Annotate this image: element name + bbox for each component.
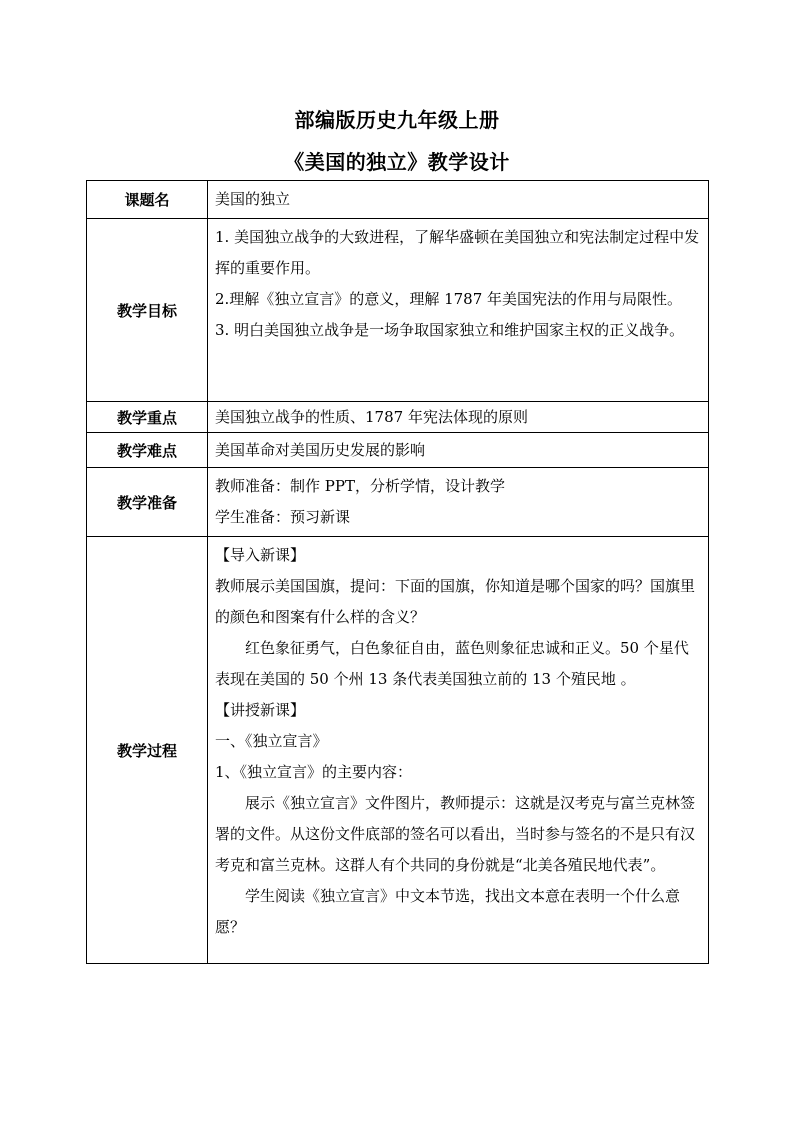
teacher-preparation: 教师准备：制作 PPT，分析学情，设计教学 bbox=[215, 477, 505, 495]
difficulty-content bbox=[208, 433, 709, 468]
table-row-preparation bbox=[87, 468, 709, 537]
table-row-difficulty bbox=[87, 433, 709, 468]
preparation-label: 教学准备 bbox=[87, 468, 208, 537]
intro-heading: 【导入新课】 bbox=[215, 546, 306, 564]
key-content bbox=[208, 402, 709, 433]
key-label: 教学重点 bbox=[87, 402, 208, 433]
preparation-content bbox=[208, 468, 709, 537]
table-row-goals bbox=[87, 219, 709, 402]
goal-item: 3. 明白美国独立战争是一场争取国家独立和维护国家主权的正义战争。 bbox=[215, 321, 685, 339]
difficulty-text: 美国革命对美国历史发展的影响 bbox=[215, 441, 426, 459]
document-subtitle: 《美国的独立》教学设计 bbox=[284, 150, 510, 174]
table-row-topic bbox=[87, 181, 709, 219]
intro-text: 教师展示美国国旗，提问：下面的国旗，你知道是哪个国家的吗？国旗里的颜色和图案有什么样的含义？ bbox=[215, 577, 696, 626]
difficulty-label: 教学难点 bbox=[87, 433, 208, 468]
intro-answer: 红色象征勇气，白色象征自由，蓝色则象征忠诚和正义。50 个星代表现在美国的 50 个州 13 条代表美国独立前的 13 个殖民地 。 bbox=[215, 639, 689, 688]
paragraph: 展示《独立宣言》文件图片，教师提示：这就是汉考克与富兰克林签署的文件。从这份文件底部的签名可以看出，当时参与签名的不是只有汉考克和富兰克林。这群人有个共同的身份就是“北美各殖民地代表”。 bbox=[215, 794, 696, 874]
process-content bbox=[208, 537, 709, 964]
goal-item: 1. 美国独立战争的大致进程，了解华盛顿在美国独立和宪法制定过程中发挥的重要作用。 bbox=[215, 228, 700, 277]
topic-label: 课题名 bbox=[87, 181, 208, 219]
section-heading: 一、《独立宣言》 bbox=[215, 732, 328, 750]
goal-item: 2.理解《独立宣言》的意义，理解 1787 年美国宪法的作用与局限性。 bbox=[215, 290, 683, 308]
paragraph: 学生阅读《独立宣言》中文本节选，找出文本意在表明一个什么意愿？ bbox=[215, 887, 681, 936]
goals-label: 教学目标 bbox=[87, 219, 208, 402]
table-row-process bbox=[87, 537, 709, 964]
key-text: 美国独立战争的性质、1787 年宪法体现的原则 bbox=[215, 408, 528, 426]
process-label: 教学过程 bbox=[87, 537, 208, 964]
topic-value bbox=[208, 181, 709, 219]
document-title: 部编版历史九年级上册 bbox=[294, 108, 500, 132]
topic-text: 美国的独立 bbox=[215, 190, 291, 208]
goals-content bbox=[208, 219, 709, 402]
new-lesson-heading: 【讲授新课】 bbox=[215, 701, 306, 719]
subsection-heading: 1、《独立宣言》的主要内容： bbox=[215, 763, 413, 781]
lesson-plan-table bbox=[86, 180, 709, 964]
student-preparation: 学生准备：预习新课 bbox=[215, 508, 351, 526]
table-row-key bbox=[87, 402, 709, 433]
